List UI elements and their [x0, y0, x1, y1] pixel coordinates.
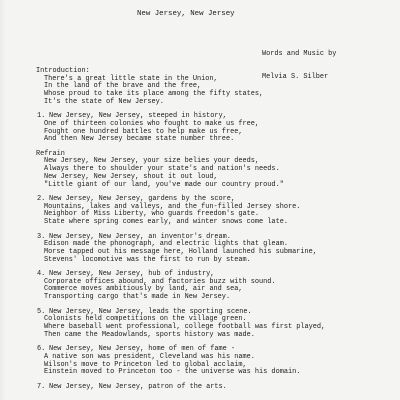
intro-line: It's the state of New Jersey. — [44, 97, 164, 106]
verse-number: 2. — [37, 195, 46, 204]
song-title: New Jersey, New Jersey — [137, 10, 235, 18]
refrain-line: New Jersey, New Jersey, your size belies your deeds, — [44, 157, 260, 166]
verse-line: New Jersey, New Jersey, gardens by the score, — [49, 195, 236, 204]
verse-number: 3. — [37, 232, 46, 241]
refrain-line: "Little giant of our land, you've made our country proud." — [44, 180, 284, 189]
verse-6 — [36, 346, 392, 377]
verse-line: New Jersey, New Jersey, patron of the arts. — [49, 382, 227, 391]
verse-number: 1. — [37, 112, 46, 121]
verse-line: Stevens' locomotive was the first to run by steam. — [44, 255, 251, 264]
refrain-line: New Jersey, New Jersey, shout it out loud, — [44, 172, 218, 181]
verse-line: Mountains, lakes and valleys, and the fun-filled Jersey shore. — [44, 202, 301, 211]
page-edge-shadow — [0, 0, 6, 400]
verse-line: And then New Jersey became state number three. — [44, 135, 235, 144]
verse-line: Corporate offices abound, and factories buzz with sound. — [44, 277, 276, 286]
verse-line: Wilson's move to Princeton led to global acclaim, — [44, 360, 247, 369]
credit-author: Melvia S. Silber — [262, 72, 329, 81]
verse-5 — [36, 309, 392, 340]
verse-line: Edison made the phonograph, and electric lights that gleam. — [44, 240, 288, 249]
verse-line: New Jersey, New Jersey, leads the sporting scene. — [49, 307, 252, 316]
intro-line: In the land of the brave and the free, — [44, 82, 202, 91]
verse-7 — [36, 384, 392, 392]
verse-line: Fought one hundred battles to help make us free, — [44, 127, 243, 136]
verse-line: New Jersey, New Jersey, home of men of fame - — [49, 345, 236, 354]
verse-number: 6. — [37, 345, 46, 354]
verse-line: New Jersey, New Jersey, an inventor's dream. — [49, 232, 231, 241]
verse-line: Transporting cargo that's made in New Jersey. — [44, 293, 231, 302]
verse-1 — [36, 113, 392, 144]
verse-number: 7. — [37, 382, 46, 391]
verse-2 — [36, 196, 392, 227]
verse-line: New Jersey, New Jersey, hub of industry, — [49, 270, 215, 279]
refrain-label: Refrain — [36, 149, 65, 158]
verse-line: Morse tapped out his message here, Holland launched his submarine, — [44, 247, 317, 256]
verse-number: 5. — [37, 307, 46, 316]
verse-line: Colonists held competitions on the village green. — [44, 315, 247, 324]
intro-line: Whose proud to take its place among the fifty states, — [44, 90, 264, 99]
verse-line: A native son was president, Cleveland was his name. — [44, 352, 255, 361]
verse-line: One of thirteen colonies who fought to make us free, — [44, 119, 260, 128]
verse-line: Einstein moved to Princeton too - the universe was his domain. — [44, 368, 301, 377]
introduction-label: Introduction: — [36, 67, 90, 75]
refrain-section — [36, 151, 392, 189]
introduction-section — [36, 68, 392, 106]
verse-4 — [36, 271, 392, 302]
verse-line: Then came the Meadowlands, sports history was made. — [44, 330, 255, 339]
refrain-line: Always there to shoulder your state's and nation's needs. — [44, 165, 280, 174]
intro-line: There's a great little state in the Union, — [44, 74, 218, 83]
verse-line: New Jersey, New Jersey, steeped in history, — [49, 112, 227, 121]
verse-line: Where baseball went professional, college football was first played, — [44, 323, 326, 332]
verse-3 — [36, 234, 392, 265]
credit-line: Words and Music by — [262, 50, 337, 59]
verse-number: 4. — [37, 270, 46, 279]
verse-line: Commerce moves ambitiously by land, air and sea, — [44, 285, 243, 294]
lyrics-body — [36, 68, 392, 398]
verse-line: State where spring comes early, and winter snows come late. — [44, 218, 288, 227]
verse-line: Neighbor of Miss Liberty, who guards freedom's gate. — [44, 210, 260, 219]
